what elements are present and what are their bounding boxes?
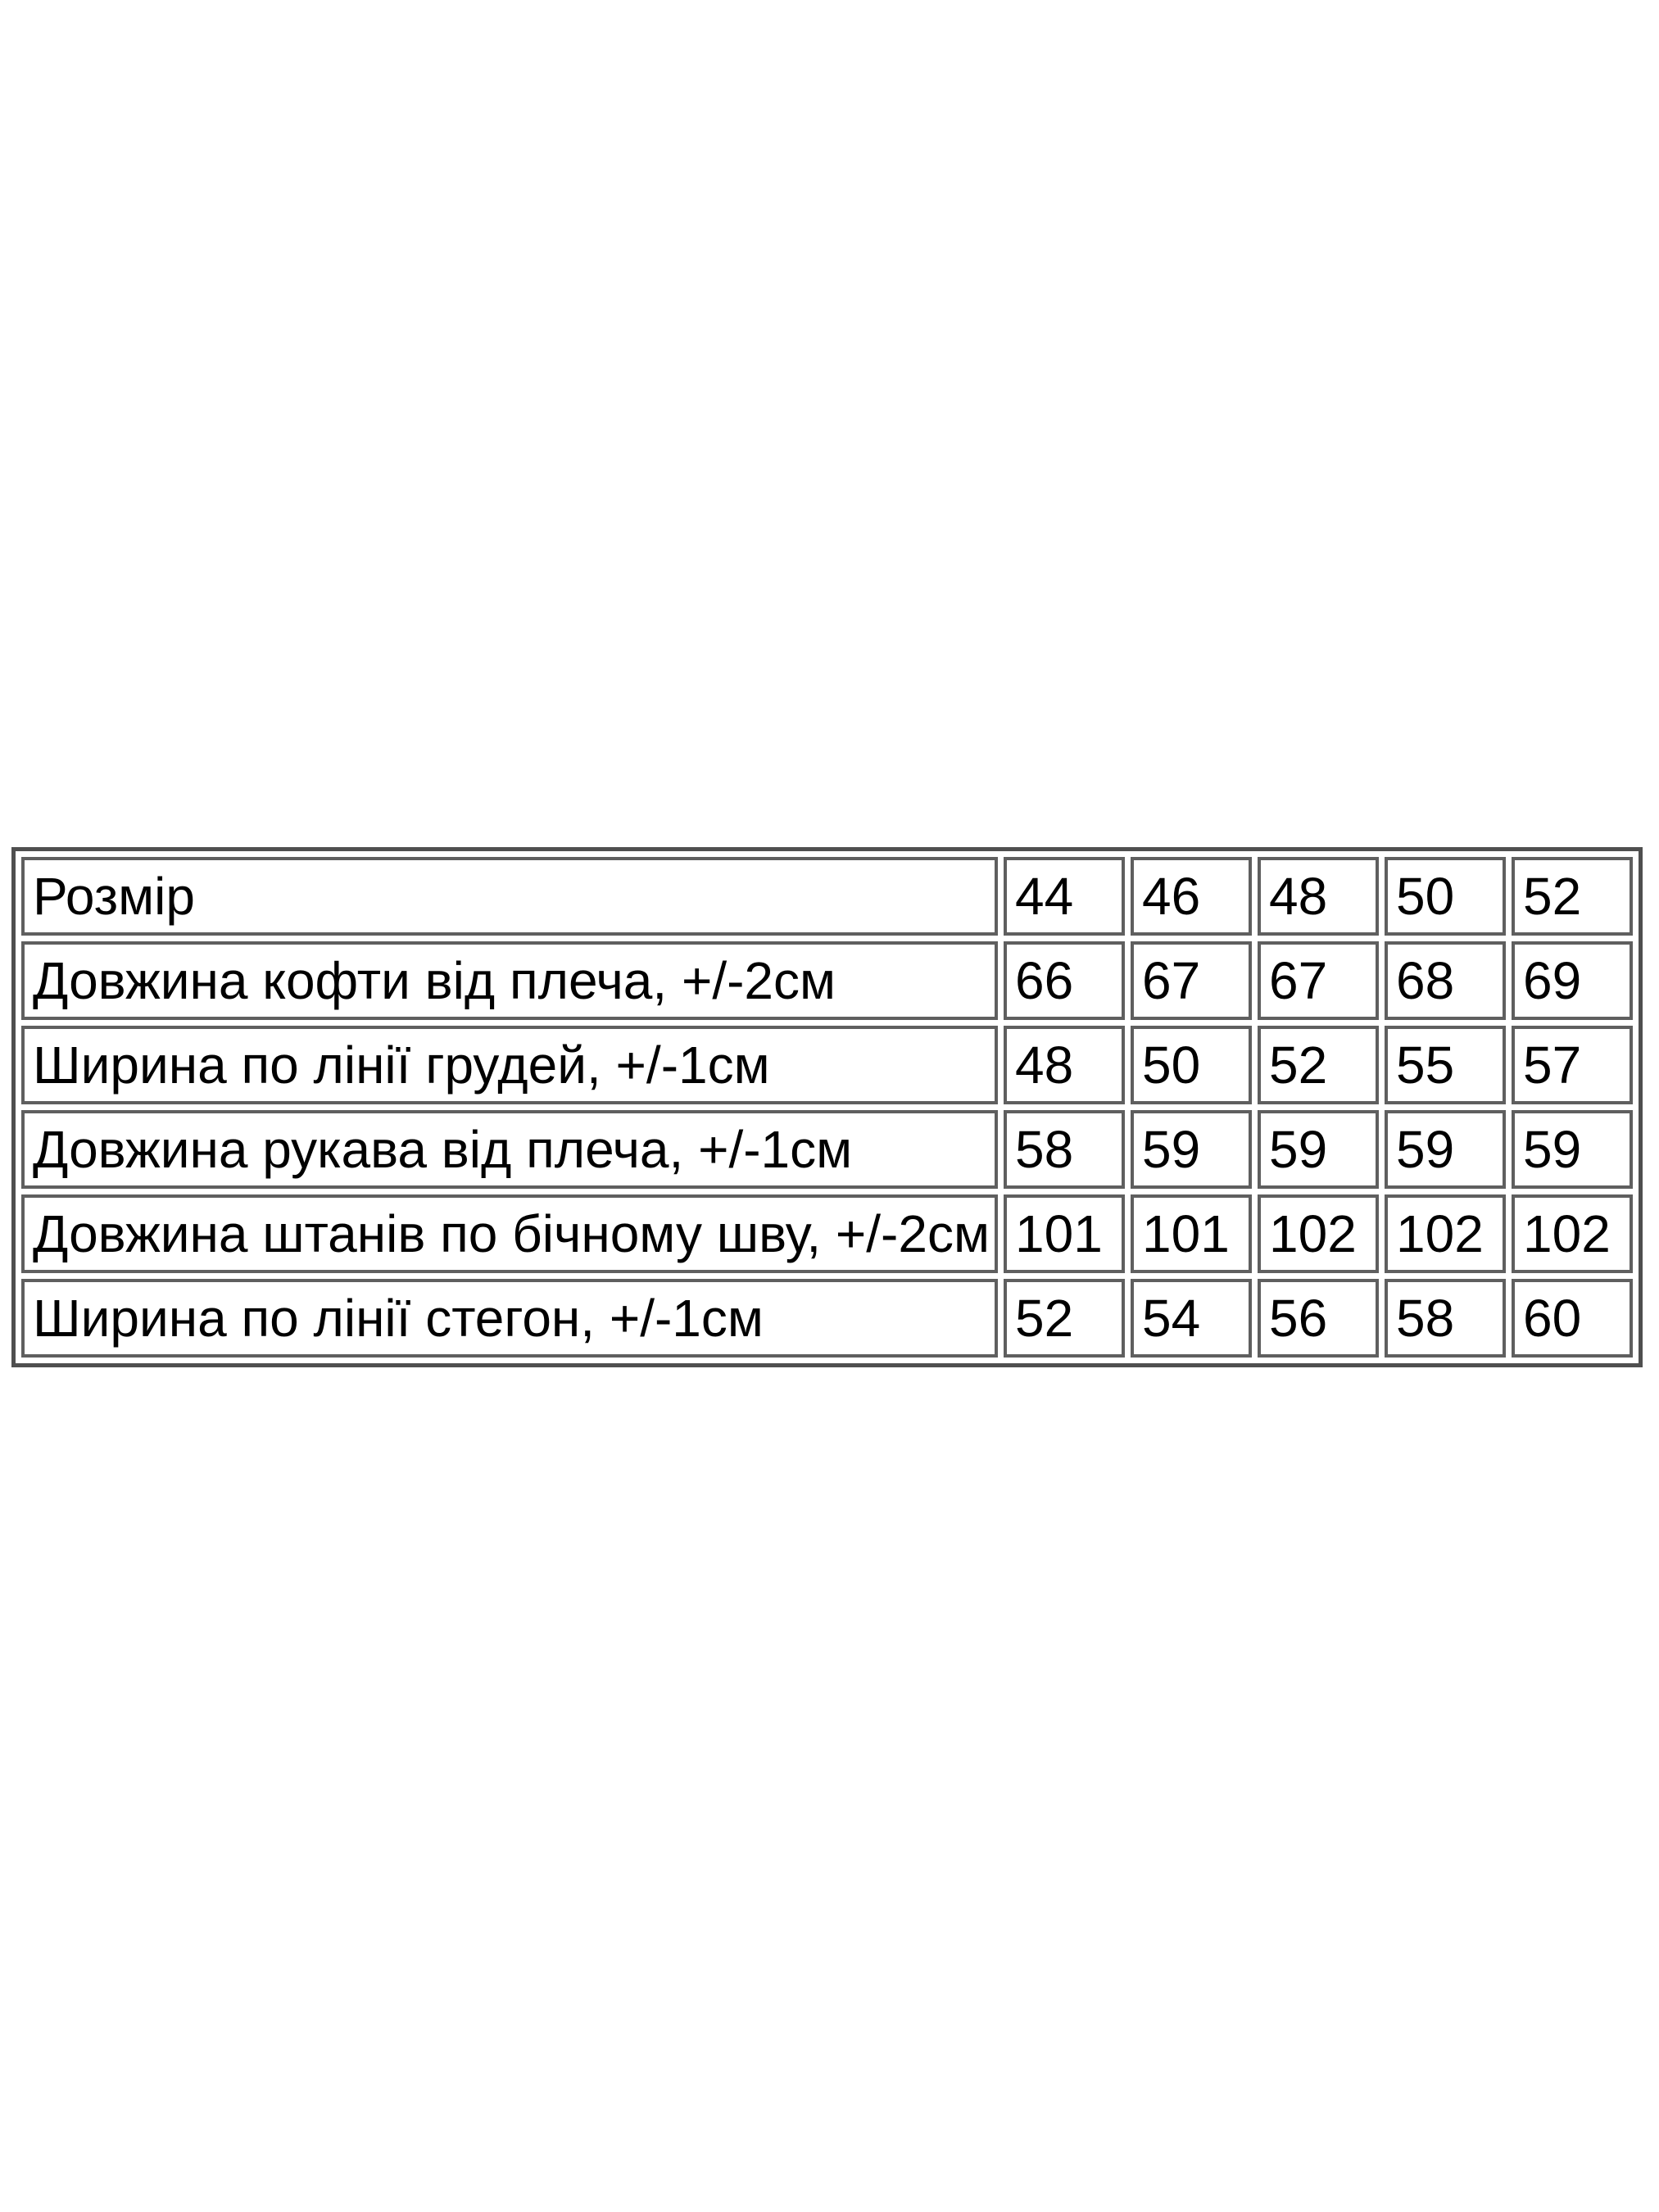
- value-cell: 50: [1385, 857, 1506, 936]
- value-cell: 46: [1131, 857, 1252, 936]
- table-row-sweater-length: [21, 941, 1633, 1020]
- row-label: Довжина рукава від плеча, +/-1см: [21, 1110, 998, 1189]
- value-cell: 57: [1512, 1026, 1633, 1104]
- value-cell: 102: [1385, 1194, 1506, 1273]
- value-cell: 69: [1512, 941, 1633, 1020]
- value-cell: 68: [1385, 941, 1506, 1020]
- value-cell: 101: [1004, 1194, 1125, 1273]
- row-label: Ширина по лінії стегон, +/-1см: [21, 1279, 998, 1358]
- value-cell: 102: [1512, 1194, 1633, 1273]
- value-cell: 58: [1385, 1279, 1506, 1358]
- value-cell: 59: [1258, 1110, 1379, 1189]
- row-label: Розмір: [21, 857, 998, 936]
- value-cell: 101: [1131, 1194, 1252, 1273]
- value-cell: 60: [1512, 1279, 1633, 1358]
- value-cell: 52: [1512, 857, 1633, 936]
- value-cell: 44: [1004, 857, 1125, 936]
- value-cell: 59: [1512, 1110, 1633, 1189]
- value-cell: 56: [1258, 1279, 1379, 1358]
- value-cell: 55: [1385, 1026, 1506, 1104]
- value-cell: 66: [1004, 941, 1125, 1020]
- value-cell: 48: [1258, 857, 1379, 936]
- value-cell: 59: [1131, 1110, 1252, 1189]
- table-row-size: [21, 857, 1633, 936]
- value-cell: 58: [1004, 1110, 1125, 1189]
- table-row-sleeve-length: [21, 1110, 1633, 1189]
- value-cell: 48: [1004, 1026, 1125, 1104]
- value-cell: 52: [1004, 1279, 1125, 1358]
- row-label: Довжина штанів по бічному шву, +/-2см: [21, 1194, 998, 1273]
- table-row-chest-width: [21, 1026, 1633, 1104]
- value-cell: 50: [1131, 1026, 1252, 1104]
- value-cell: 54: [1131, 1279, 1252, 1358]
- value-cell: 52: [1258, 1026, 1379, 1104]
- value-cell: 67: [1131, 941, 1252, 1020]
- value-cell: 59: [1385, 1110, 1506, 1189]
- value-cell: 67: [1258, 941, 1379, 1020]
- size-chart-table: [11, 847, 1643, 1367]
- row-label: Ширина по лінії грудей, +/-1см: [21, 1026, 998, 1104]
- value-cell: 102: [1258, 1194, 1379, 1273]
- table-row-pants-length: [21, 1194, 1633, 1273]
- table-row-hip-width: [21, 1279, 1633, 1358]
- row-label: Довжина кофти від плеча, +/-2см: [21, 941, 998, 1020]
